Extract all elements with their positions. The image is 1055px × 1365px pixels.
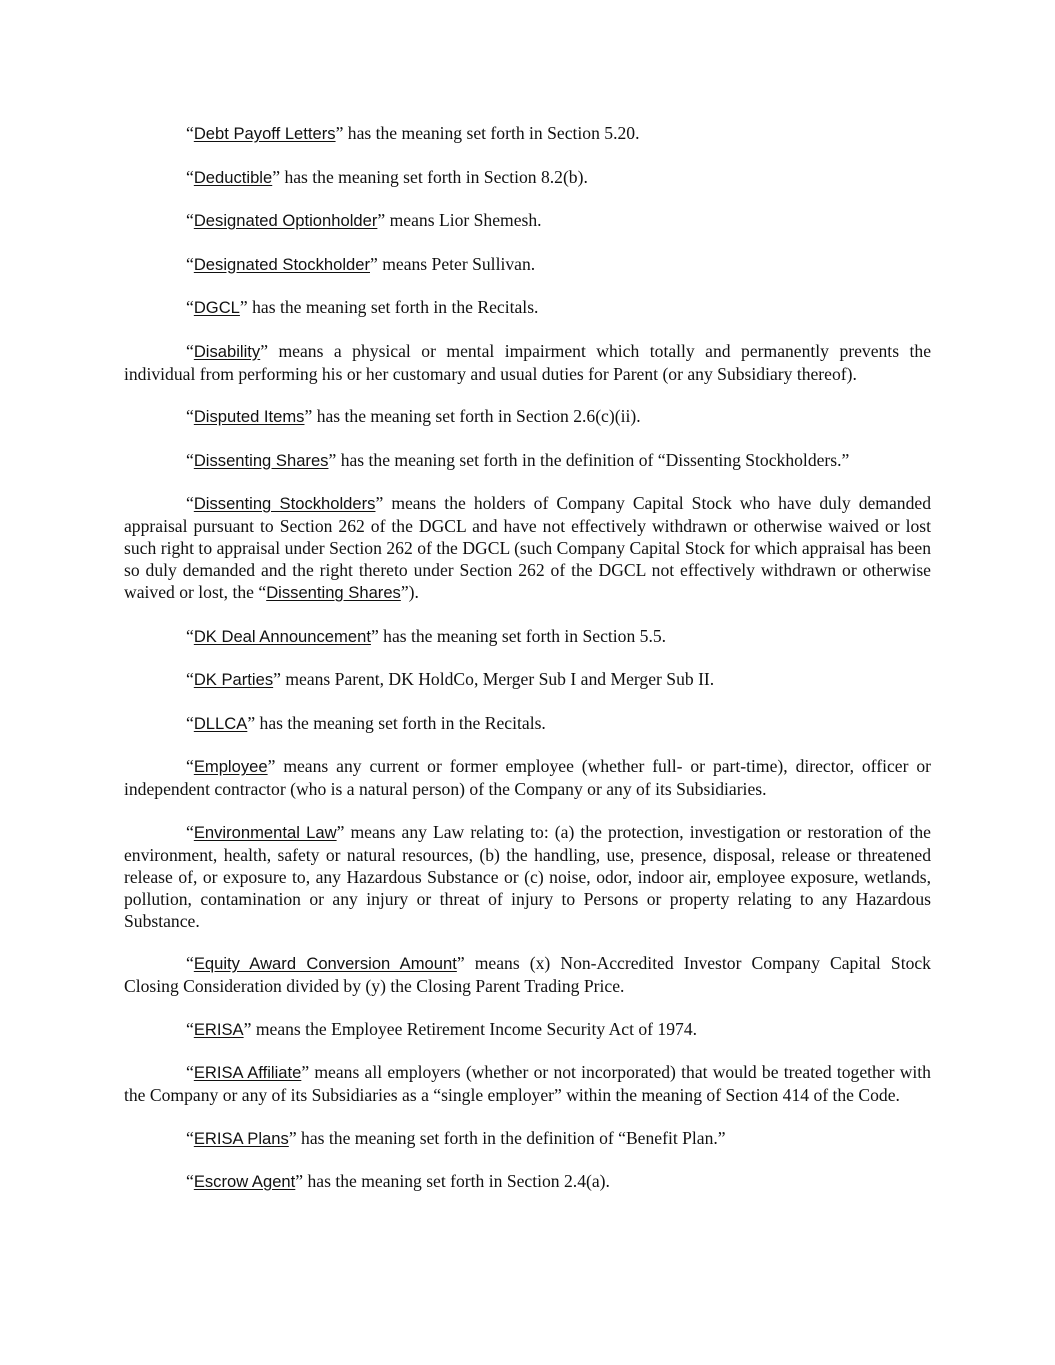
definition-deductible: “Deductible” has the meaning set forth in Section 8.2(b). [186,166,588,187]
definition-text: ” has the meaning set forth in the definition of “Dissenting Stockholders.” [328,449,850,470]
defined-term: Dissenting Shares [193,450,329,470]
defined-term: DK Parties [193,670,274,689]
definition-dk-deal-announcement: “DK Deal Announcement” has the meaning set forth in Section 5.5. [186,625,667,646]
definition-text: ” means Peter Sullivan. [370,253,536,274]
definition-text: ” means Lior Shemesh. [377,210,542,230]
definition-text: ” has the meaning set forth in Section 2.6(c)(ii). [304,406,641,426]
definition-disputed-items: “Disputed Items” has the meaning set forth in Section 2.6(c)(ii). [186,406,641,426]
defined-term: Designated Stockholder [193,254,370,274]
defined-term: Deductible [193,167,273,187]
defined-term: ERISA Affiliate [193,1063,302,1082]
defined-term: DK Deal Announcement [193,626,371,646]
definition-employee: “Employee” means any current or former employee (whether full- or part-time), director, officer or independent contractor (who is a natural person) of the Company or any of its Subsidiaries. [124,756,931,799]
defined-term: Environmental Law [193,822,337,842]
document-page [124,122,931,1214]
definition-escrow-agent: “Escrow Agent” has the meaning set forth in Section 2.4(a). [186,1171,610,1191]
defined-term: Designated Optionholder [193,211,378,230]
defined-term: Disputed Items [193,407,305,426]
definition-dgcl: “DGCL” has the meaning set forth in the Recitals. [186,297,539,317]
definition-text: ” means any current or former employee (whether full- or part-time), director, officer or independent contractor (who is a natural person) of the Company or any of its Subsidiaries. [124,756,931,799]
definition-text: ” means the holders of Company Capital Stock who have duly demanded appraisal pursuant to Section 262 of the DGCL and have not effectively withdrawn or otherwise waived or lost such right to appraisal under Section 262 of the DGCL (such Company Capital Stock for which appraisal has been so duly demanded and the right thereto under Section 262 of the DGCL not effectively withdrawn or otherwise waived or lost, the “ [124,493,931,602]
definition-erisa-plans: “ERISA Plans” has the meaning set forth in the definition of “Benefit Plan.” [186,1127,726,1148]
defined-term: DLLCA [193,713,248,733]
definition-text: ” has the meaning set forth in Section 2.4(a). [295,1171,610,1191]
definition-disability: “Disability” means a physical or mental impairment which totally and permanently prevents the individual from performing his or her customary and usual duties for Parent (or any Subsidiary thereof). [124,340,931,384]
definition-text: ” means Parent, DK HoldCo, Merger Sub I and Merger Sub II. [273,669,715,689]
definition-erisa: “ERISA” means the Employee Retirement Income Security Act of 1974. [186,1018,698,1039]
definition-debt-payoff-letters: “Debt Payoff Letters” has the meaning set forth in Section 5.20. [186,123,640,143]
definition-text: ” has the meaning set forth in the definition of “Benefit Plan.” [288,1127,726,1148]
definition-environmental-law: “Environmental Law” means any Law relating to: (a) the protection, investigation or restoration of the environment, health, safety or natural resources, (b) the handling, use, presence, disposal, release or threatened release of, or exposure to, any Hazardous Substance or (c) noise, odor, indoor air, employee exposure, wetlands, pollution, contamination or any injury or threat of injury to Persons or property relating to any Hazardous Substance. [124,821,931,931]
definition-erisa-affiliate: “ERISA Affiliate” means all employers (whether or not incorporated) that would be treated together with the Company or any of its Subsidiaries as a “single employer” within the meaning of Section 414 of the Code. [124,1062,931,1105]
defined-term: Debt Payoff Letters [193,124,336,143]
definition-text: ” means the Employee Retirement Income Security Act of 1974. [243,1018,698,1039]
definition-dllca: “DLLCA” has the meaning set forth in the Recitals. [186,712,546,733]
definition-dissenting-stockholders: “Dissenting Stockholders” means the holders of Company Capital Stock who have duly demanded appraisal pursuant to Section 262 of the DGCL and have not effectively withdrawn or otherwise waived or lost such right to appraisal under Section 262 of the DGCL (such Company Capital Stock for which appraisal has been so duly demanded and the right thereto under Section 262 of the DGCL not effectively withdrawn or otherwise waived or lost, the “Dissenting Shares”). [124,493,931,602]
defined-term: Escrow Agent [193,1172,296,1191]
definition-text: ” means any Law relating to: (a) the protection, investigation or restoration of the environment, health, safety or natural resources, (b) the handling, use, presence, disposal, release or threatened release of, or exposure to, any Hazardous Substance or (c) noise, odor, indoor air, employee exposure, wetlands, pollution, contamination or any injury or threat of injury to Persons or property relating to any Hazardous Substance. [124,821,931,931]
definition-equity-award-conversion-amount: “Equity Award Conversion Amount” means (x) Non-Accredited Investor Company Capital Stock Closing Consideration divided by (y) the Closing Parent Trading Price. [124,953,931,996]
definition-text: ” has the meaning set forth in the Recitals. [239,297,539,317]
definition-text: ” has the meaning set forth in Section 8.2(b). [272,166,588,187]
defined-term-inline: Dissenting Shares [266,583,401,602]
defined-term: Equity Award Conversion Amount [193,954,457,973]
definition-text: ” has the meaning set forth in Section 5.20. [335,123,640,143]
definition-text: ” has the meaning set forth in Section 5.5. [370,625,667,646]
definition-text: ” means a physical or mental impairment which totally and permanently prevents the individual from performing his or her customary and usual duties for Parent (or any Subsidiary thereof). [124,340,931,384]
definition-dk-parties: “DK Parties” means Parent, DK HoldCo, Merger Sub I and Merger Sub II. [186,669,715,689]
definition-dissenting-shares: “Dissenting Shares” has the meaning set forth in the definition of “Dissenting Stockholders.” [186,449,850,470]
defined-term: Disability [193,341,261,361]
defined-term: ERISA Plans [193,1128,289,1148]
definition-text: ” means all employers (whether or not incorporated) that would be treated together with the Company or any of its Subsidiaries as a “single employer” within the meaning of Section 414 of the Code. [124,1062,931,1105]
defined-term: Dissenting Stockholders [193,494,376,513]
defined-term: Employee [193,757,268,776]
defined-term: DGCL [193,298,240,317]
definition-designated-stockholder: “Designated Stockholder” means Peter Sullivan. [186,253,536,274]
definition-tail: ”). [400,582,419,602]
definition-text: ” means (x) Non-Accredited Investor Company Capital Stock Closing Consideration divided by (y) the Closing Parent Trading Price. [124,953,931,996]
definition-text: ” has the meaning set forth in the Recitals. [247,712,546,733]
definition-designated-optionholder: “Designated Optionholder” means Lior Shemesh. [186,210,542,230]
defined-term: ERISA [193,1019,244,1039]
